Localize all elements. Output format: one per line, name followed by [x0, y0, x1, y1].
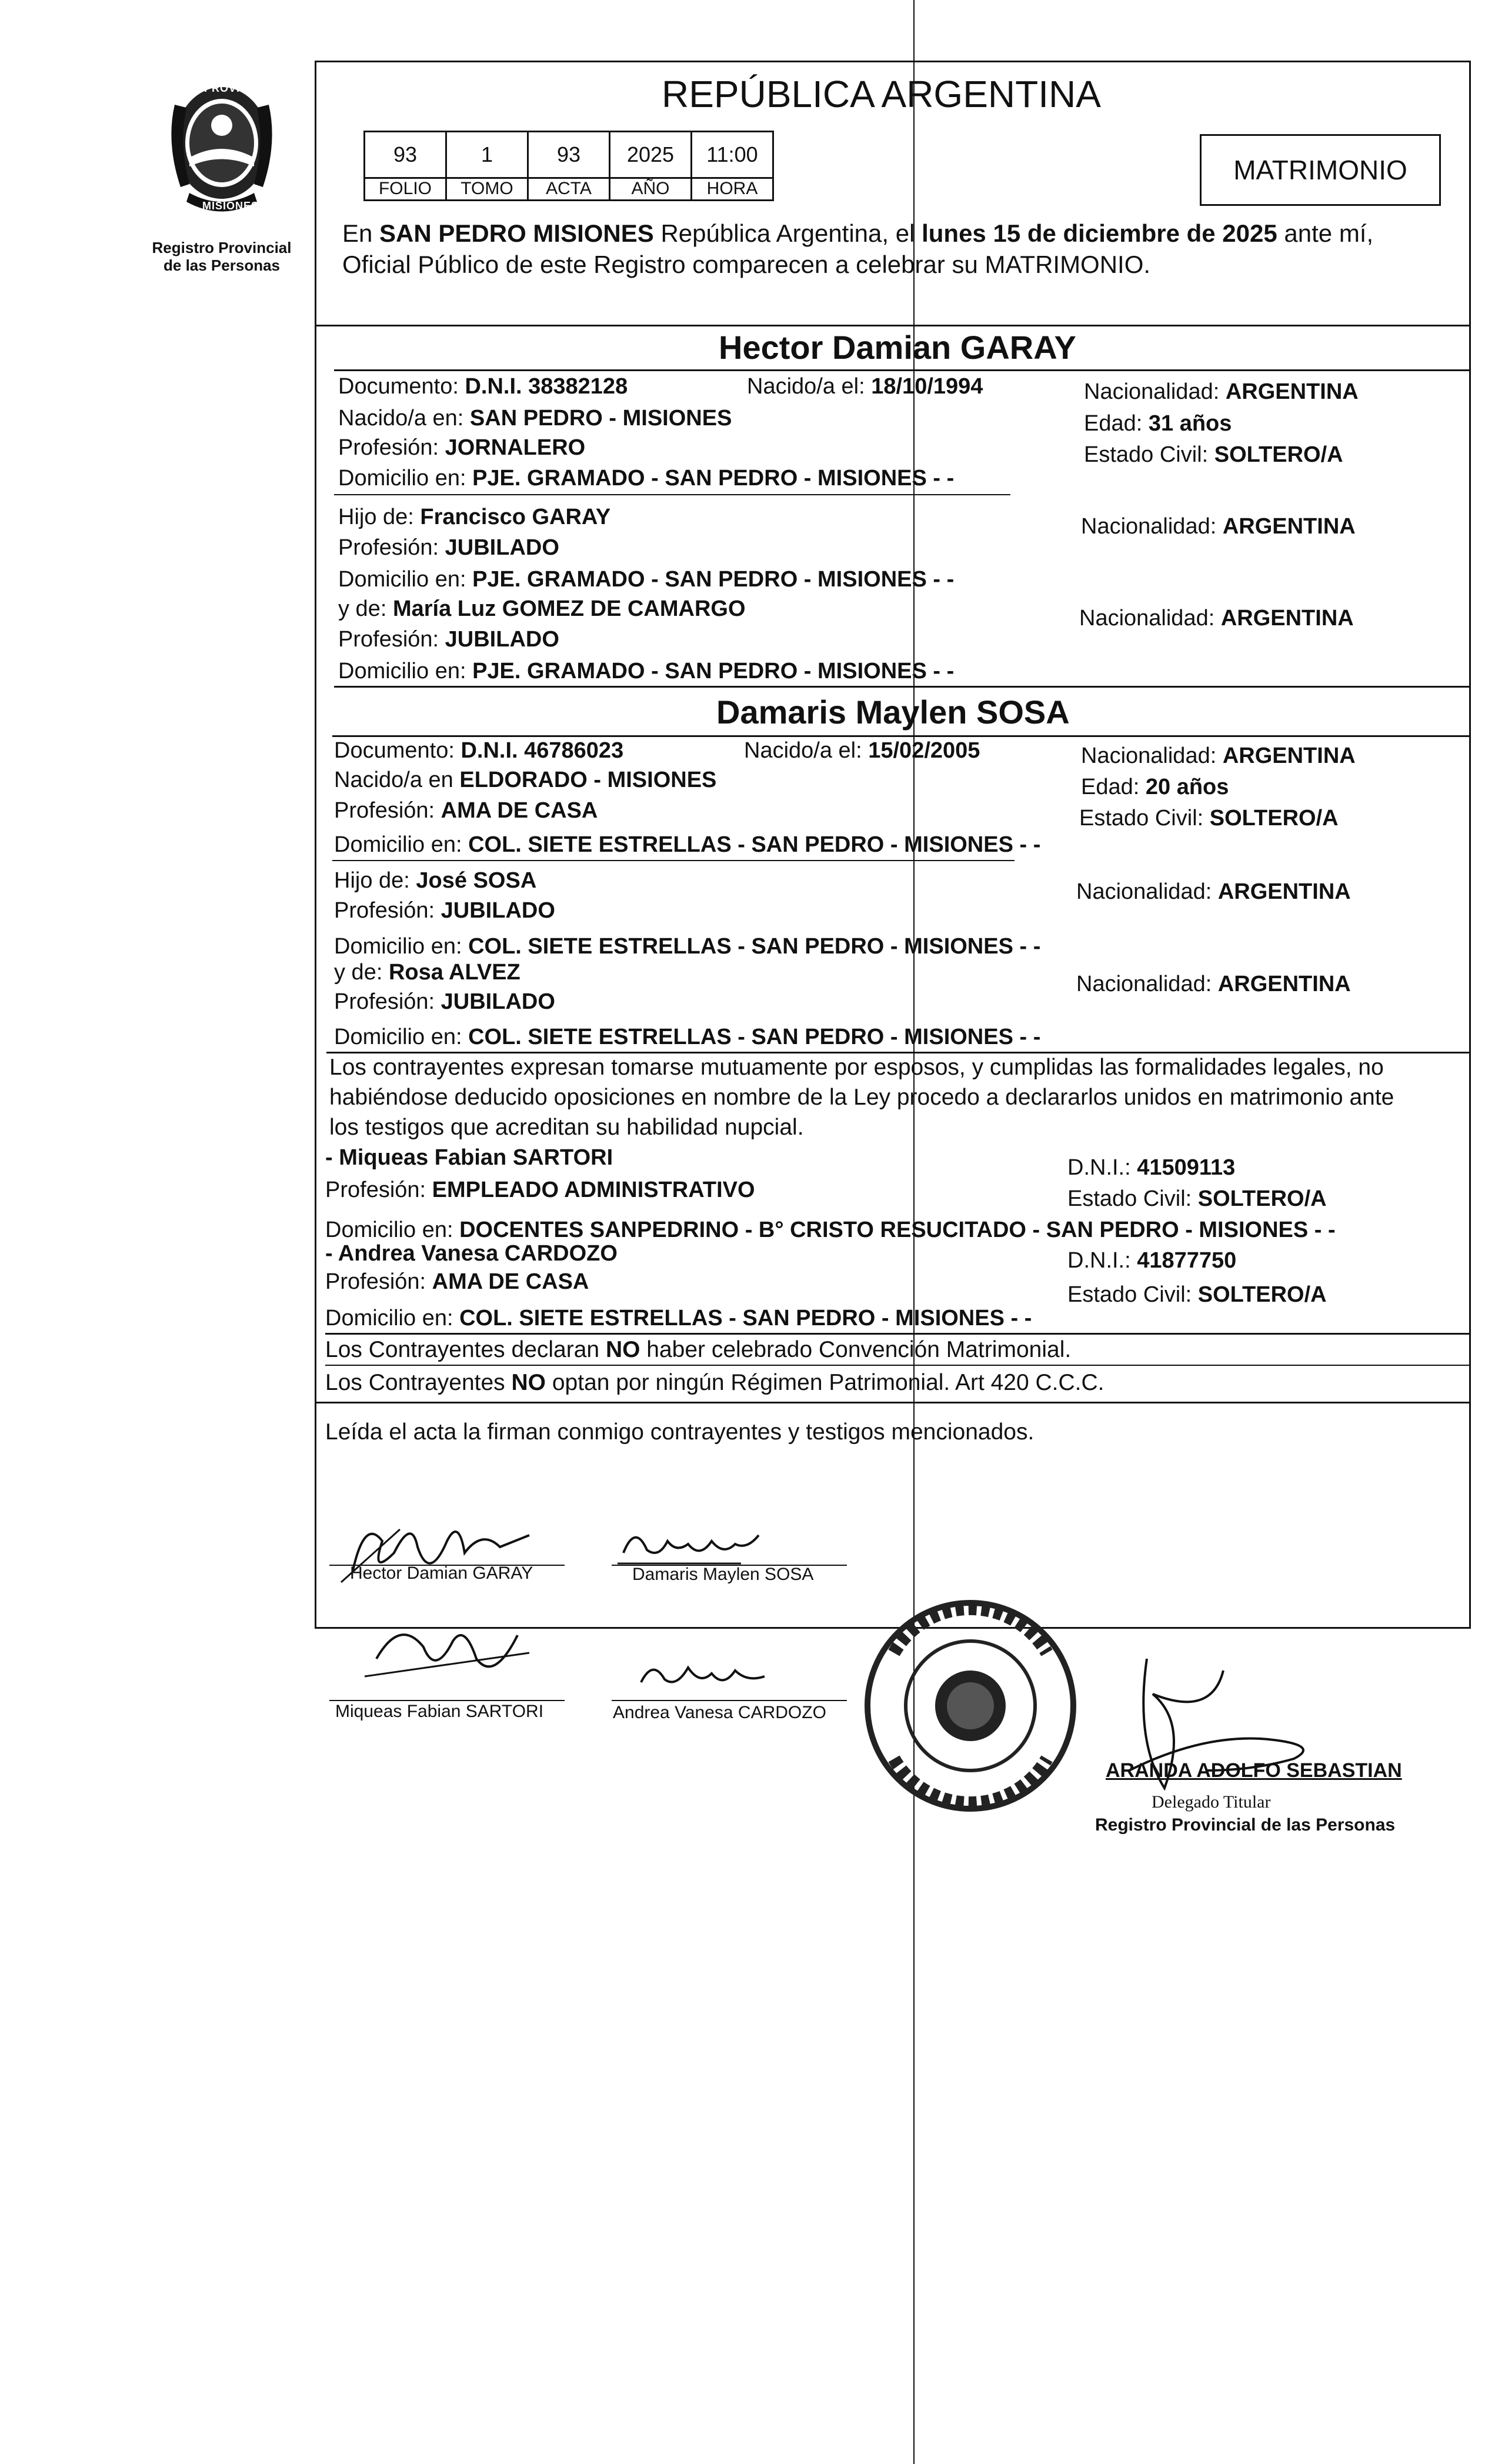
folio-cell — [363, 131, 447, 201]
bride-address: Domicilio en: COL. SIETE ESTRELLAS - SAN PEDRO - MISIONES - - — [334, 832, 1041, 857]
page-title: REPÚBLICA ARGENTINA — [662, 73, 1101, 115]
groom-father: Hijo de: Francisco GARAY — [338, 505, 611, 529]
witness-1-address: Domicilio en: DOCENTES SANPEDRINO - B° CRISTO RESUCITADO - SAN PEDRO - MISIONES - - — [325, 1218, 1336, 1242]
bride-father-address: Domicilio en: COL. SIETE ESTRELLAS - SAN PEDRO - MISIONES - - — [334, 934, 1041, 959]
witness-2-signature-name: Andrea Vanesa CARDOZO — [613, 1703, 826, 1722]
groom-address-rule — [334, 494, 1010, 495]
groom-profession: Profesión: JORNALERO — [338, 435, 586, 460]
intro-date: lunes 15 de diciembre de 2025 — [922, 219, 1277, 247]
convention-bottom-rule — [315, 1402, 1469, 1403]
declaration-top-rule — [326, 1052, 1469, 1053]
witness-2-address: Domicilio en: COL. SIETE ESTRELLAS - SAN PEDRO - MISIONES - - — [325, 1306, 1032, 1331]
groom-age: Edad: 31 años — [1084, 411, 1232, 436]
logo-ring-top: PROVINCIA — [204, 82, 269, 94]
folio-label: FOLIO — [365, 177, 445, 199]
convention-line-1: Los Contrayentes declaran NO haber celebrado Convención Matrimonial. — [325, 1337, 1072, 1362]
declaration-line-2: habiéndose deducido oposiciones en nombre de la Ley procedo a declararlos unidos en matrimonio ante — [329, 1085, 1394, 1110]
tomo-value: 1 — [480, 142, 493, 166]
bride-name: Damaris Maylen SOSA — [716, 693, 1070, 731]
anio-value: 2025 — [626, 142, 675, 166]
groom-top-rule — [315, 325, 1469, 326]
bride-father-nationality: Nacionalidad: ARGENTINA — [1076, 879, 1351, 904]
convention-mid-rule — [325, 1365, 1469, 1366]
logo-caption-line1: Registro Provincial — [152, 239, 292, 256]
acta-value: 93 — [556, 142, 581, 166]
official-name: ARANDA ADOLFO SEBASTIAN — [1106, 1759, 1402, 1782]
witness-2-dni: D.N.I.: 41877750 — [1067, 1248, 1237, 1273]
official-org: Registro Provincial de las Personas — [1095, 1815, 1396, 1835]
bride-signature-icon — [612, 1518, 800, 1571]
witness-1-signature-name: Miqueas Fabian SARTORI — [335, 1702, 544, 1721]
groom-nationality: Nacionalidad: ARGENTINA — [1084, 379, 1359, 404]
declaration-line-3: los testigos que acreditan su habilidad nupcial. — [329, 1115, 804, 1140]
witness-1-name: - Miqueas Fabian SARTORI — [325, 1145, 613, 1170]
groom-born-in: Nacido/a en: SAN PEDRO - MISIONES — [338, 406, 732, 431]
anio-cell — [609, 131, 692, 201]
bride-mother: y de: Rosa ALVEZ — [334, 960, 520, 985]
type-box — [1200, 134, 1441, 206]
groom-name-rule — [334, 369, 1469, 371]
bride-signature-name: Damaris Maylen SOSA — [632, 1565, 814, 1584]
groom-father-nationality: Nacionalidad: ARGENTINA — [1081, 514, 1356, 539]
groom-mother-nationality: Nacionalidad: ARGENTINA — [1079, 606, 1354, 631]
tomo-label: TOMO — [447, 177, 527, 199]
witness-2-civil-status: Estado Civil: SOLTERO/A — [1067, 1282, 1327, 1307]
hora-label: HORA — [692, 177, 772, 199]
hora-cell — [690, 131, 774, 201]
witness-1-signature-line — [329, 1700, 565, 1701]
groom-doc: Documento: D.N.I. 38382128 — [338, 374, 628, 399]
bride-mother-profession: Profesión: JUBILADO — [334, 989, 555, 1014]
witness-2-name: - Andrea Vanesa CARDOZO — [325, 1241, 618, 1266]
hora-value: 11:00 — [706, 142, 758, 166]
groom-mother: y de: María Luz GOMEZ DE CAMARGO — [338, 596, 746, 621]
groom-father-profession: Profesión: JUBILADO — [338, 535, 559, 560]
groom-mother-profession: Profesión: JUBILADO — [338, 627, 559, 652]
declaration-line-1: Los contrayentes expresan tomarse mutuamente por esposos, y cumplidas las formalidades legales, no — [329, 1055, 1384, 1080]
bride-civil-status: Estado Civil: SOLTERO/A — [1079, 806, 1339, 831]
groom-born-on: Nacido/a el: 18/10/1994 — [747, 374, 983, 399]
official-title: Delegado Titular — [1152, 1792, 1271, 1812]
intro-place: SAN PEDRO MISIONES — [379, 219, 654, 247]
anio-label: AÑO — [610, 177, 690, 199]
logo-ring-bottom: MISIONES — [202, 200, 259, 212]
official-signature-icon — [1059, 1635, 1411, 1812]
bride-profession: Profesión: AMA DE CASA — [334, 798, 598, 823]
intro-line-2: Oficial Público de este Registro comparecen a celebrar su MATRIMONIO. — [342, 251, 1151, 278]
bride-top-rule — [334, 686, 1469, 688]
witness-1-dni: D.N.I.: 41509113 — [1067, 1155, 1236, 1180]
bride-mother-nationality: Nacionalidad: ARGENTINA — [1076, 972, 1351, 996]
type-box-label: MATRIMONIO — [1233, 155, 1407, 185]
witness-2-signature-icon — [623, 1647, 800, 1700]
bride-mother-address: Domicilio en: COL. SIETE ESTRELLAS - SAN PEDRO - MISIONES - - — [334, 1025, 1041, 1049]
groom-address: Domicilio en: PJE. GRAMADO - SAN PEDRO - MISIONES - - — [338, 466, 955, 491]
bride-father-profession: Profesión: JUBILADO — [334, 898, 555, 923]
bride-doc: Documento: D.N.I. 46786023 — [334, 738, 624, 763]
official-seal-icon — [859, 1594, 1082, 1818]
witness-2-profession: Profesión: AMA DE CASA — [325, 1269, 589, 1294]
bride-address-rule — [332, 860, 1015, 861]
bride-nationality: Nacionalidad: ARGENTINA — [1081, 743, 1356, 768]
convention-top-rule — [325, 1333, 1469, 1335]
convention-line-2: Los Contrayentes NO optan por ningún Régimen Patrimonial. Art 420 C.C.C. — [325, 1370, 1104, 1395]
acta-cell — [527, 131, 610, 201]
closing-text: Leída el acta la firman conmigo contrayentes y testigos mencionados. — [325, 1419, 1035, 1445]
groom-signature-name: Hector Damian GARAY — [350, 1563, 533, 1583]
witness-1-civil-status: Estado Civil: SOLTERO/A — [1067, 1186, 1327, 1211]
tomo-cell — [445, 131, 529, 201]
groom-mother-address: Domicilio en: PJE. GRAMADO - SAN PEDRO - MISIONES - - — [338, 659, 955, 683]
bride-age: Edad: 20 años — [1081, 775, 1229, 799]
bride-born-on: Nacido/a el: 15/02/2005 — [744, 738, 980, 763]
registry-cells — [363, 131, 788, 201]
bride-father: Hijo de: José SOSA — [334, 868, 537, 893]
groom-father-address: Domicilio en: PJE. GRAMADO - SAN PEDRO - MISIONES - - — [338, 567, 955, 592]
provincial-logo — [154, 69, 289, 246]
groom-name: Hector Damian GARAY — [719, 329, 1076, 366]
witness-1-signature-icon — [353, 1612, 541, 1694]
groom-civil-status: Estado Civil: SOLTERO/A — [1084, 442, 1343, 467]
bride-born-in: Nacido/a en ELDORADO - MISIONES — [334, 768, 717, 792]
witness-2-signature-line — [612, 1700, 847, 1701]
witness-1-profession: Profesión: EMPLEADO ADMINISTRATIVO — [325, 1178, 755, 1202]
acta-label: ACTA — [529, 177, 609, 199]
intro-line-1: En SAN PEDRO MISIONES República Argentina, el lunes 15 de diciembre de 2025 ante mí, — [342, 219, 1374, 247]
logo-caption-line2: de las Personas — [163, 256, 280, 274]
folio-value: 93 — [393, 142, 418, 166]
